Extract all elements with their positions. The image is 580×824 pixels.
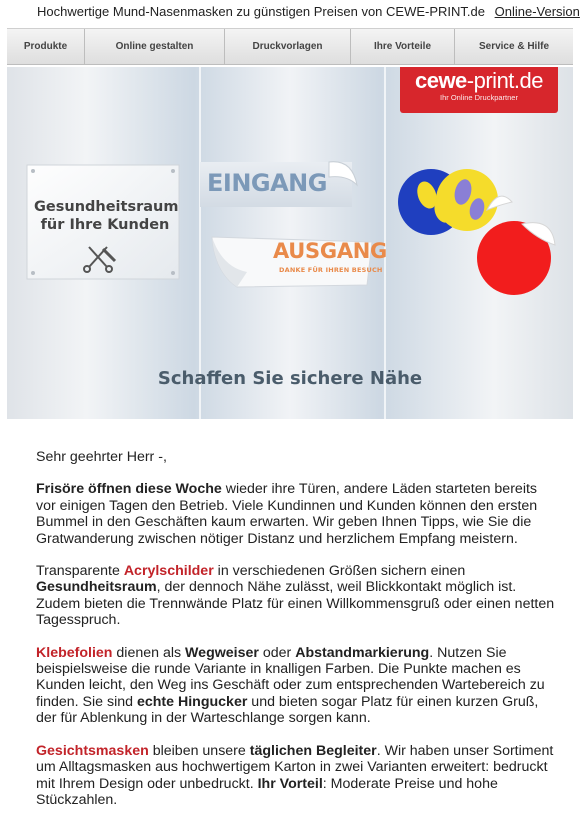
p4-bold-2: Ihr Vorteil [257, 775, 323, 792]
p4-text-c: : Moderate Preise und hohe Stückzahlen. [36, 775, 498, 808]
nav-item-ihre-vorteile[interactable]: Ihre Vorteile [351, 29, 455, 64]
nav-item-online-gestalten[interactable]: Online gestalten [85, 29, 225, 64]
floor-dots-icon [398, 169, 555, 295]
main-nav [7, 28, 573, 65]
logo-tagline: Ihr Online Druckpartner [440, 93, 518, 102]
hero-slogan: Schaffen Sie sichere Nähe [157, 368, 423, 389]
ausgang-label: AUSGANG [273, 239, 387, 263]
nav-item-service-hilfe[interactable]: Service & Hilfe [478, 41, 550, 52]
p3-bold-1: Wegweiser [185, 644, 259, 661]
hero-banner[interactable] [7, 67, 573, 419]
p2-bold: Gesundheitsraum [36, 579, 157, 596]
p3-text-c: . Nutzen Sie beispielsweise die runde Variante in knalligen Farben. Die Punkte machen es Kunden leicht, den Weg ins Geschäft oder zum entsprechenden Wartebereich zu finden. Sie sind [36, 644, 545, 710]
p3-text-a: dienen als [112, 644, 186, 661]
cewe-print-logo[interactable] [400, 67, 558, 113]
p4-bold-1: täglichen Begleiter [249, 742, 377, 759]
p2-text-b: in verschiedenen Größen sichern einen [213, 563, 466, 580]
p1-bold: Frisöre öffnen diese Woche [36, 481, 222, 498]
p4-text-a: bleiben unsere [148, 742, 250, 759]
paragraph-2 [36, 563, 556, 629]
p3-text-d: und bieten sogar Platz für einen kurzen Gruß, der für Ablenkung in der Warteschlange sorgen kann. [36, 693, 539, 727]
acrylic-sign-line1: Gesundheitsraum [34, 199, 179, 215]
p2-text-a: Transparente [36, 563, 124, 580]
paragraph-3 [36, 645, 556, 727]
online-version-link[interactable]: Online-Version [494, 4, 580, 19]
email-body [36, 449, 556, 824]
acrylschilder-link[interactable]: Acrylschilder [123, 563, 214, 580]
logo-brand-rest: -print.de [466, 68, 544, 93]
acrylic-sign-line2: für Ihre Kunden [40, 217, 170, 233]
eingang-label: EINGANG [207, 169, 327, 197]
p1-text: wieder ihre Türen, andere Läden starteten bereits vor einigen Tagen den Betrieb. Viele Kundinnen und Kunden können den ersten Bummel in den Geschäften kaum erwarten. Wir geben Ihnen Tipps, wie Sie die Gratwanderung zwischen nötiger Distanz und herzlichem Empfang meistern. [36, 481, 538, 547]
klebefolien-link[interactable]: Klebefolien [36, 644, 113, 661]
acrylic-sign-text [34, 198, 179, 234]
p3-bold-3: echte Hingucker [136, 693, 248, 710]
nav-item-produkte[interactable]: Produkte [7, 29, 85, 64]
preheader-text: Hochwertige Mund-Nasenmasken zu günstigen Preisen von CEWE-PRINT.de [37, 4, 485, 19]
gesichtsmasken-link[interactable]: Gesichtsmasken [36, 742, 149, 759]
paragraph-1 [36, 481, 556, 547]
p3-bold-2: Abstandmarkierung [295, 644, 430, 661]
p4-text-b: . Wir haben unser Sortiment um Alltagsmasken aus hochwertigem Karton in zwei Varianten erweitert: bedruckt mit Ihrem Design oder unbedruckt. [36, 742, 554, 792]
preheader [0, 0, 580, 24]
nav-item-druckvorlagen[interactable]: Druckvorlagen [225, 29, 351, 64]
greeting: Sehr geehrter Herr -, [36, 449, 167, 465]
ausgang-sub-label: DANKE FÜR IHREN BESUCH [279, 266, 383, 274]
paragraph-4 [36, 743, 556, 809]
p2-text-c: , der dennoch Nähe zulässt, weil Blickkontakt möglich ist. Zudem bieten die Trennwände Platz für einen Willkommensgruß oder einen netten Tagesspruch. [36, 579, 555, 629]
logo-brand-bold: cewe [414, 68, 467, 93]
p3-text-b: oder [258, 644, 296, 661]
